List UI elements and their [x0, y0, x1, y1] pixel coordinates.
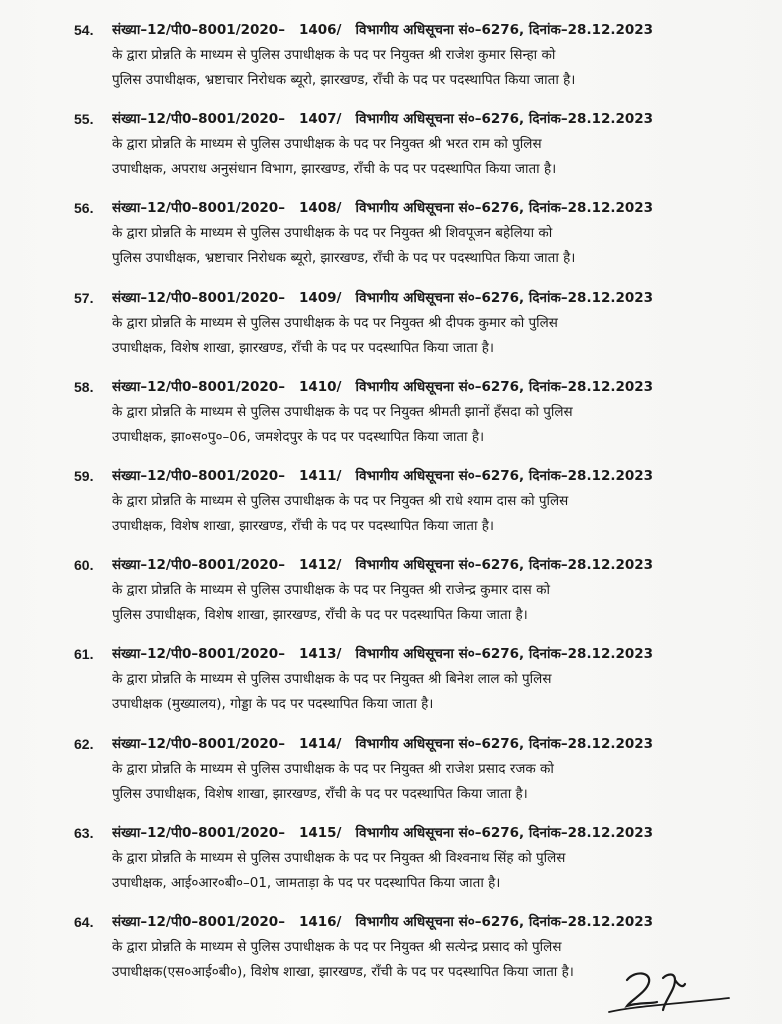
entry-notification: विभागीय अधिसूचना सं०–6276, दिनांक–28.12.2023 — [355, 646, 654, 662]
entry-letter-number: 1408/ — [298, 200, 342, 216]
entry-header-line — [112, 196, 724, 221]
entry-posting-line: पुलिस उपाधीक्षक, भ्रष्टाचार निरोधक ब्यूरो, झारखण्ड, राँची के पद पर पदस्थापित किया जाता है। — [112, 72, 576, 88]
entry-number: 64. — [74, 914, 94, 930]
entry-reference: संख्या–12/पी0–8001/2020– — [112, 557, 285, 573]
entry-letter-number: 1413/ — [298, 646, 342, 662]
entry-header-line — [112, 464, 724, 489]
entry-body-line: के द्वारा प्रोन्नति के माध्यम से पुलिस उपाधीक्षक के पद पर नियुक्त श्री सत्येन्द्र प्रसाद को पुलिस — [112, 939, 562, 955]
entry-body-line: के द्वारा प्रोन्नति के माध्यम से पुलिस उपाधीक्षक के पद पर नियुक्त श्री विश्वनाथ सिंह को पुलिस — [112, 850, 566, 866]
entry-header-line — [112, 553, 724, 578]
entry-number: 58. — [74, 379, 94, 395]
entry-text — [112, 375, 724, 450]
entry-notification: विभागीय अधिसूचना सं०–6276, दिनांक–28.12.2023 — [355, 825, 654, 841]
entry-header-line — [112, 821, 724, 846]
entry-text — [112, 107, 724, 182]
entry-body-line: के द्वारा प्रोन्नति के माध्यम से पुलिस उपाधीक्षक के पद पर नियुक्त श्री राजेश प्रसाद रजक को — [112, 761, 554, 777]
entry-header-line — [112, 732, 724, 757]
entry-posting-line: उपाधीक्षक, विशेष शाखा, झारखण्ड, राँची के पद पर पदस्थापित किया जाता है। — [112, 340, 495, 356]
entry-posting-line: उपाधीक्षक(एस०आई०बी०), विशेष शाखा, झारखण्ड, राँची के पद पर पदस्थापित किया जाता है। — [112, 964, 574, 980]
entry-posting-line: उपाधीक्षक (मुख्यालय), गोड्डा के पद पर पदस्थापित किया जाता है। — [112, 696, 434, 712]
entry-notification: विभागीय अधिसूचना सं०–6276, दिनांक–28.12.2023 — [355, 557, 654, 573]
entry-number: 62. — [74, 736, 94, 752]
entry-posting-line: पुलिस उपाधीक्षक, विशेष शाखा, झारखण्ड, राँची के पद पर पदस्थापित किया जाता है। — [112, 786, 528, 802]
entry-notification: विभागीय अधिसूचना सं०–6276, दिनांक–28.12.2023 — [355, 468, 654, 484]
entry-text — [112, 642, 724, 717]
entry-body-line: के द्वारा प्रोन्नति के माध्यम से पुलिस उपाधीक्षक के पद पर नियुक्त श्री राजेन्द्र कुमार दास को — [112, 582, 550, 598]
entry-body-line: के द्वारा प्रोन्नति के माध्यम से पुलिस उपाधीक्षक के पद पर नियुक्त श्री शिवपूजन बहेलिया को — [112, 225, 553, 241]
entry-text — [112, 732, 724, 807]
entry-header-line — [112, 642, 724, 667]
entry-notification: विभागीय अधिसूचना सं०–6276, दिनांक–28.12.2023 — [355, 736, 654, 752]
entry-text — [112, 553, 724, 628]
entry-notification: विभागीय अधिसूचना सं०–6276, दिनांक–28.12.2023 — [355, 914, 654, 930]
entry-number: 57. — [74, 290, 94, 306]
entry-body-line: के द्वारा प्रोन्नति के माध्यम से पुलिस उपाधीक्षक के पद पर नियुक्त श्री राजेश कुमार सिन्हा को — [112, 47, 556, 63]
entry-reference: संख्या–12/पी0–8001/2020– — [112, 379, 285, 395]
handwritten-signature — [605, 966, 735, 1016]
entry-text — [112, 464, 724, 539]
entry-number: 63. — [74, 825, 94, 841]
entry-text — [112, 18, 724, 93]
entry-reference: संख्या–12/पी0–8001/2020– — [112, 914, 285, 930]
entry-letter-number: 1406/ — [298, 22, 342, 38]
entry-reference: संख्या–12/पी0–8001/2020– — [112, 290, 285, 306]
entry-posting-line: उपाधीक्षक, विशेष शाखा, झारखण्ड, राँची के पद पर पदस्थापित किया जाता है। — [112, 518, 495, 534]
entry-letter-number: 1416/ — [298, 914, 342, 930]
entry-letter-number: 1407/ — [298, 111, 342, 127]
entry-reference: संख्या–12/पी0–8001/2020– — [112, 111, 285, 127]
entry-body-line: के द्वारा प्रोन्नति के माध्यम से पुलिस उपाधीक्षक के पद पर नियुक्त श्री दीपक कुमार को पुलिस — [112, 315, 558, 331]
entry-reference: संख्या–12/पी0–8001/2020– — [112, 646, 285, 662]
entry-letter-number: 1414/ — [298, 736, 342, 752]
entry-text — [112, 196, 724, 271]
entry-reference: संख्या–12/पी0–8001/2020– — [112, 200, 285, 216]
entry-letter-number: 1409/ — [298, 290, 342, 306]
entry-reference: संख्या–12/पी0–8001/2020– — [112, 825, 285, 841]
entry-notification: विभागीय अधिसूचना सं०–6276, दिनांक–28.12.2023 — [355, 111, 654, 127]
entry-text — [112, 286, 724, 361]
entry-header-line — [112, 286, 724, 311]
entry-text — [112, 821, 724, 896]
entry-number: 54. — [74, 22, 94, 38]
entry-notification: विभागीय अधिसूचना सं०–6276, दिनांक–28.12.2023 — [355, 22, 654, 38]
entry-number: 59. — [74, 468, 94, 484]
entry-number: 56. — [74, 200, 94, 216]
entry-letter-number: 1410/ — [298, 379, 342, 395]
entry-body-line: के द्वारा प्रोन्नति के माध्यम से पुलिस उपाधीक्षक के पद पर नियुक्त श्री राधे श्याम दास को पुलिस — [112, 493, 569, 509]
entry-posting-line: पुलिस उपाधीक्षक, भ्रष्टाचार निरोधक ब्यूरो, झारखण्ड, राँची के पद पर पदस्थापित किया जाता है। — [112, 250, 576, 266]
entry-notification: विभागीय अधिसूचना सं०–6276, दिनांक–28.12.2023 — [355, 379, 654, 395]
entry-number: 55. — [74, 111, 94, 127]
entry-reference: संख्या–12/पी0–8001/2020– — [112, 468, 285, 484]
entry-reference: संख्या–12/पी0–8001/2020– — [112, 736, 285, 752]
entry-header-line — [112, 375, 724, 400]
entry-posting-line: उपाधीक्षक, झा०स०पु०–06, जमशेदपुर के पद पर पदस्थापित किया जाता है। — [112, 429, 485, 445]
entry-number: 61. — [74, 646, 94, 662]
entry-body-line: के द्वारा प्रोन्नति के माध्यम से पुलिस उपाधीक्षक के पद पर नियुक्त श्री भरत राम को पुलिस — [112, 136, 542, 152]
entry-number: 60. — [74, 557, 94, 573]
entry-notification: विभागीय अधिसूचना सं०–6276, दिनांक–28.12.2023 — [355, 290, 654, 306]
entry-header-line — [112, 107, 724, 132]
entry-letter-number: 1412/ — [298, 557, 342, 573]
entry-header-line — [112, 910, 724, 935]
entry-body-line: के द्वारा प्रोन्नति के माध्यम से पुलिस उपाधीक्षक के पद पर नियुक्त श्रीमती झानों हँसदा को पुलिस — [112, 404, 573, 420]
entry-posting-line: उपाधीक्षक, अपराध अनुसंधान विभाग, झारखण्ड, राँची के पद पर पदस्थापित किया जाता है। — [112, 161, 557, 177]
entry-header-line — [112, 18, 724, 43]
entry-posting-line: उपाधीक्षक, आई०आर०बी०–01, जामताड़ा के पद पर पदस्थापित किया जाता है। — [112, 875, 501, 891]
entry-letter-number: 1411/ — [298, 468, 342, 484]
entry-reference: संख्या–12/पी0–8001/2020– — [112, 22, 285, 38]
entry-notification: विभागीय अधिसूचना सं०–6276, दिनांक–28.12.2023 — [355, 200, 654, 216]
entry-posting-line: पुलिस उपाधीक्षक, विशेष शाखा, झारखण्ड, राँची के पद पर पदस्थापित किया जाता है। — [112, 607, 528, 623]
entry-body-line: के द्वारा प्रोन्नति के माध्यम से पुलिस उपाधीक्षक के पद पर नियुक्त श्री बिनेश लाल को पुलिस — [112, 671, 552, 687]
entry-letter-number: 1415/ — [298, 825, 342, 841]
